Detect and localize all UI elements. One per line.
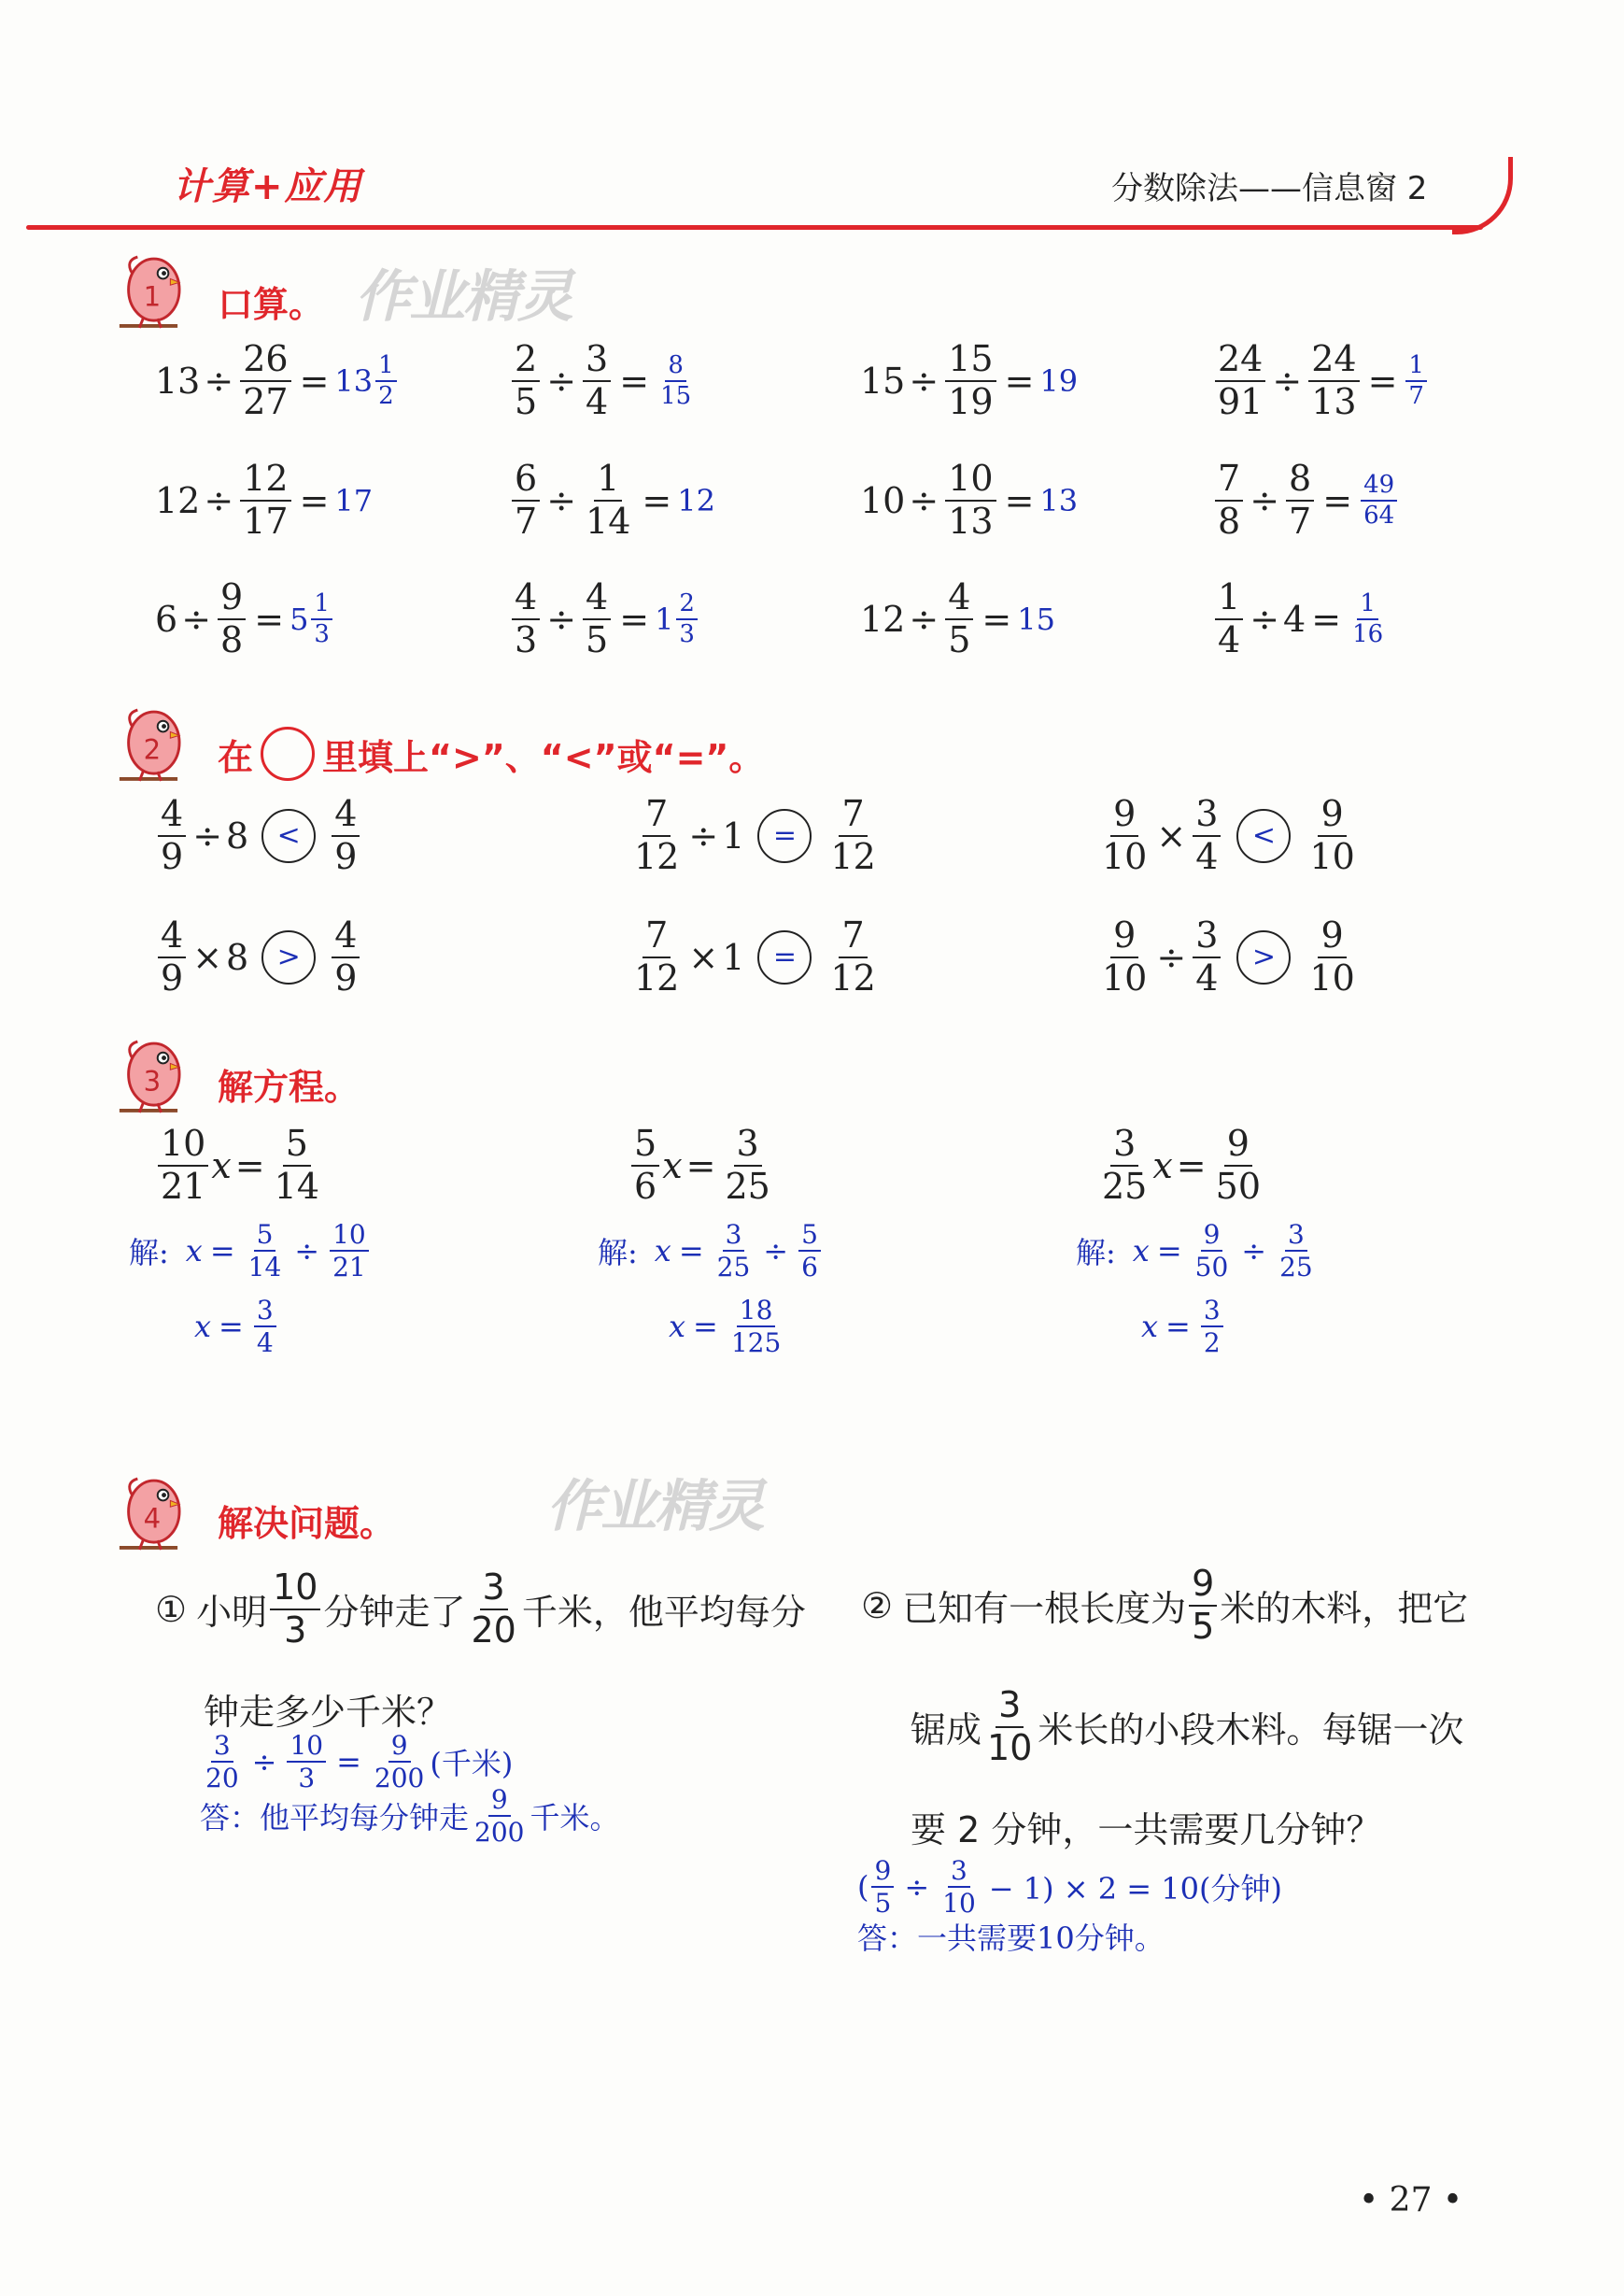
- oral-item: 12 ÷ $\frac{12}{17}$ = 17: [155, 458, 374, 542]
- numerator: 7: [643, 917, 671, 958]
- fraction: [246, 1221, 285, 1282]
- svg-text:4: 4: [143, 1502, 162, 1535]
- compare-sign-circle: <: [1236, 809, 1291, 863]
- fraction: [1193, 1221, 1232, 1282]
- fraction: [330, 1221, 369, 1282]
- answer: 13 $\frac{1}{2}$: [334, 353, 399, 410]
- numerator: 9: [1318, 917, 1346, 958]
- section-4-icon: [116, 1474, 181, 1558]
- numerator: 7: [839, 917, 867, 958]
- denominator: 6: [634, 1165, 657, 1207]
- fraction: [945, 338, 996, 422]
- header-rule: [26, 225, 1483, 230]
- answer: [1403, 350, 1430, 410]
- numerator: 10: [158, 1126, 208, 1167]
- denominator: 2: [378, 381, 394, 410]
- header-rule-curve: [1452, 157, 1513, 234]
- denominator: 5: [948, 618, 971, 660]
- fraction: [1099, 793, 1150, 877]
- fraction: [332, 914, 360, 999]
- fraction: [583, 338, 611, 422]
- numerator: 3: [1110, 1126, 1138, 1167]
- fraction: [798, 1221, 821, 1282]
- fraction: [945, 458, 996, 542]
- fraction: [583, 458, 633, 542]
- numerator: 2: [512, 341, 540, 382]
- fraction: [1306, 793, 1357, 877]
- compare-item: $\frac{9}{10}$ × $\frac{3}{4}$ < $\frac{9}{10}$: [1096, 796, 1361, 876]
- denominator: 4: [1218, 618, 1241, 660]
- fraction: [311, 588, 332, 648]
- fraction: [1099, 914, 1150, 999]
- numerator: 3: [723, 1221, 745, 1252]
- fraction: [1193, 793, 1221, 877]
- oral-item: $\frac{1}{4}$ ÷ 4 = $\frac{1}{16}$: [1212, 579, 1389, 659]
- denominator: 12: [634, 835, 680, 877]
- problem-2-answer: 答：一共需要10分钟。: [857, 1920, 1165, 1956]
- oral-item: $\frac{2}{5}$ ÷ $\frac{3}{4}$ = $\frac{8}{15}$: [509, 341, 697, 421]
- equation-solution-step-2: x = $\frac{3}{4}$: [194, 1297, 279, 1357]
- section-2-title: 在 里填上“>”、“<”或“=”。: [218, 727, 764, 781]
- denominator: 7: [1289, 500, 1312, 542]
- watermark: 作业精灵: [546, 1474, 763, 1539]
- problem-1-answer: 答：他平均每分钟走 $\frac{9}{200}$ 千米。: [200, 1784, 620, 1849]
- denominator: 8: [220, 618, 244, 660]
- denominator: 14: [274, 1165, 319, 1207]
- denominator: 4: [586, 380, 609, 422]
- denominator: 5: [586, 618, 609, 660]
- fraction: [631, 793, 682, 877]
- problem-1-line-1: ① 小明 $\frac{10}{3}$ 分钟走了 $\frac{3}{20}$ 千米，他平均每分: [155, 1566, 806, 1651]
- denominator: 3: [314, 619, 330, 648]
- denominator: 8: [1218, 500, 1241, 542]
- compare-sign-circle: >: [1236, 930, 1291, 985]
- circle-blank-icon: [261, 727, 315, 781]
- numerator: 9: [1224, 1126, 1252, 1167]
- numerator: 4: [332, 917, 360, 958]
- compare-sign-circle: >: [261, 930, 316, 985]
- compare-item: $\frac{4}{9}$ × 8 > $\frac{4}{9}$: [155, 917, 362, 998]
- numerator: 4: [158, 917, 186, 958]
- header-title: 计算+应用: [173, 165, 363, 208]
- denominator: 19: [948, 380, 994, 422]
- numerator: 5: [283, 1126, 311, 1167]
- denominator: 125: [730, 1327, 782, 1359]
- compare-item: $\frac{7}{12}$ × 1 = $\frac{7}{12}$: [628, 917, 882, 998]
- answer: [1347, 588, 1389, 648]
- numerator: 4: [583, 579, 611, 620]
- equation: $\frac{10}{21}$ x = $\frac{5}{14}$: [155, 1126, 325, 1206]
- equation-solution-step-1: 解: x = $\frac{9}{50}$ ÷ $\frac{3}{25}$: [1076, 1221, 1319, 1282]
- answer: [1358, 470, 1400, 530]
- denominator: 10: [1309, 835, 1355, 877]
- answer: 1 $\frac{2}{3}$: [655, 591, 700, 648]
- denominator: 14: [586, 500, 631, 542]
- denominator: 7: [1408, 381, 1424, 410]
- section-2-icon: [116, 705, 181, 789]
- numerator: 12: [240, 461, 290, 502]
- denominator: 21: [332, 1252, 366, 1283]
- numerator: 5: [631, 1126, 659, 1167]
- watermark: 作业精灵: [355, 264, 572, 330]
- fraction: [254, 1297, 276, 1357]
- numerator: 7: [643, 796, 671, 837]
- numerator: 3: [734, 1126, 762, 1167]
- denominator: 10: [1309, 957, 1355, 999]
- answer: 12: [677, 482, 715, 518]
- numerator: 8: [665, 353, 686, 382]
- oral-item: 15 ÷ $\frac{15}{19}$ = 19: [860, 338, 1079, 422]
- fraction: [631, 1123, 659, 1207]
- fraction: [583, 576, 611, 660]
- numerator: 26: [240, 341, 290, 382]
- fraction: [158, 914, 186, 999]
- answer: 15: [1017, 601, 1055, 637]
- numerator: 5: [254, 1221, 276, 1252]
- fraction: [676, 588, 698, 648]
- oral-item: $\frac{6}{7}$ ÷ $\frac{1}{14}$ = 12: [509, 461, 715, 541]
- denominator: 12: [830, 957, 876, 999]
- numerator: 10: [330, 1221, 369, 1252]
- fraction: [1277, 1221, 1316, 1282]
- problem-2-solution: ( $\frac{9}{5}$ ÷ $\frac{3}{10}$ − 1) × 2 = 10(分钟): [857, 1855, 1282, 1920]
- fraction: [714, 1221, 754, 1282]
- numerator: 10: [945, 461, 996, 502]
- equation-solution-step-2: x = $\frac{18}{125}$: [669, 1297, 786, 1357]
- equation-solution-step-2: x = $\frac{3}{2}$: [1141, 1297, 1226, 1357]
- fraction: [657, 350, 694, 410]
- numerator: 9: [1318, 796, 1346, 837]
- fraction: [158, 793, 186, 877]
- fraction: [728, 1297, 784, 1357]
- denominator: 10: [1102, 957, 1148, 999]
- numerator: 7: [839, 796, 867, 837]
- numerator: 1: [1405, 353, 1427, 382]
- numerator: 3: [1285, 1221, 1307, 1252]
- denominator: 25: [725, 1165, 770, 1207]
- numerator: 15: [945, 341, 996, 382]
- denominator: 25: [1102, 1165, 1148, 1207]
- answer: 19: [1039, 362, 1079, 399]
- problem-2-line-2: 锯成 $\frac{3}{10}$ 米长的小段木料。每锯一次: [911, 1684, 1464, 1768]
- compare-sign-circle: <: [261, 809, 316, 863]
- denominator: 4: [256, 1327, 274, 1359]
- fraction: [240, 338, 290, 422]
- oral-item: 10 ÷ $\frac{10}{13}$ = 13: [860, 458, 1079, 542]
- section-1-icon: [116, 252, 181, 336]
- denominator: 3: [679, 619, 695, 648]
- numerator: 4: [945, 579, 973, 620]
- section-3-icon: [116, 1037, 181, 1121]
- numerator: 1: [1357, 591, 1378, 620]
- fraction: $\frac{10}{3}$: [270, 1569, 320, 1650]
- numerator: 24: [1308, 341, 1359, 382]
- numerator: 5: [798, 1221, 821, 1252]
- numerator: 3: [254, 1297, 276, 1327]
- denominator: 21: [161, 1165, 206, 1207]
- numerator: 1: [1215, 579, 1243, 620]
- denominator: 64: [1363, 501, 1395, 530]
- svg-text:2: 2: [143, 733, 162, 766]
- denominator: 12: [830, 835, 876, 877]
- numerator: 6: [512, 461, 540, 502]
- answer: 17: [334, 482, 374, 518]
- compare-item: $\frac{7}{12}$ ÷ 1 = $\frac{7}{12}$: [628, 796, 882, 876]
- fraction: [1306, 914, 1357, 999]
- numerator: 18: [737, 1297, 776, 1327]
- fraction: [272, 1123, 322, 1207]
- denominator: 25: [716, 1252, 751, 1283]
- page-number: • 27 •: [1359, 2181, 1463, 2219]
- header-subtitle: 分数除法——信息窗 2: [1111, 170, 1428, 207]
- denominator: 4: [1195, 957, 1219, 999]
- denominator: 14: [247, 1252, 282, 1283]
- numerator: 1: [594, 461, 622, 502]
- fraction: [1193, 914, 1221, 999]
- fraction: [827, 793, 878, 877]
- fraction: [1215, 576, 1243, 660]
- denominator: 5: [515, 380, 538, 422]
- section-number: 1: [143, 280, 162, 313]
- equation: $\frac{5}{6}$ x = $\frac{3}{25}$: [628, 1126, 776, 1206]
- section-3-title: 解方程。: [218, 1067, 360, 1108]
- fraction: [631, 914, 682, 999]
- fraction: [1361, 470, 1397, 530]
- denominator: 16: [1352, 619, 1384, 648]
- numerator: 3: [1193, 796, 1221, 837]
- numerator: 9: [218, 579, 246, 620]
- oral-item: $\frac{7}{8}$ ÷ $\frac{8}{7}$ = $\frac{49}{64}$: [1212, 461, 1400, 541]
- denominator: 50: [1194, 1252, 1229, 1283]
- denominator: 9: [334, 957, 358, 999]
- fraction: [1215, 338, 1265, 422]
- answer: 13: [1039, 482, 1079, 518]
- fraction: [240, 458, 290, 542]
- denominator: 2: [1203, 1327, 1221, 1359]
- denominator: 27: [243, 380, 289, 422]
- numerator: 2: [676, 591, 698, 620]
- fraction: [512, 576, 540, 660]
- numerator: 4: [332, 796, 360, 837]
- equation-solution-step-1: 解: x = $\frac{5}{14}$ ÷ $\frac{10}{21}$: [129, 1221, 372, 1282]
- denominator: 25: [1279, 1252, 1313, 1283]
- numerator: 4: [512, 579, 540, 620]
- fraction: [1286, 458, 1314, 542]
- numerator: 9: [1110, 917, 1138, 958]
- fraction: [1213, 1123, 1264, 1207]
- fraction: [218, 576, 246, 660]
- numerator: 3: [1193, 917, 1221, 958]
- svg-text:3: 3: [143, 1065, 162, 1098]
- fraction: [827, 914, 878, 999]
- oral-item: $\frac{24}{91}$ ÷ $\frac{24}{13}$ = $\frac{1}{7}$: [1212, 341, 1430, 421]
- denominator: 6: [801, 1252, 818, 1283]
- denominator: 15: [660, 381, 692, 410]
- fraction: $\frac{3}{20}$: [471, 1566, 516, 1651]
- fraction: [1349, 588, 1386, 648]
- compare-sign-circle: =: [757, 930, 812, 985]
- fraction: [512, 458, 540, 542]
- fraction: [1099, 1123, 1150, 1207]
- numerator: 7: [1215, 461, 1243, 502]
- answer: [655, 350, 697, 410]
- oral-item: 12 ÷ $\frac{4}{5}$ = 15: [860, 576, 1055, 660]
- denominator: 50: [1215, 1165, 1261, 1207]
- fraction: [1405, 350, 1427, 410]
- denominator: 9: [334, 835, 358, 877]
- fraction: [332, 793, 360, 877]
- fraction: [512, 338, 540, 422]
- denominator: 9: [161, 957, 184, 999]
- fraction: [1308, 338, 1359, 422]
- denominator: 12: [634, 957, 680, 999]
- fraction: [722, 1123, 772, 1207]
- denominator: 10: [1102, 835, 1148, 877]
- denominator: 13: [948, 500, 994, 542]
- numerator: 24: [1215, 341, 1265, 382]
- numerator: 3: [583, 341, 611, 382]
- fraction: [158, 1123, 208, 1207]
- numerator: 8: [1286, 461, 1314, 502]
- compare-item: $\frac{9}{10}$ ÷ $\frac{3}{4}$ > $\frac{9}{10}$: [1096, 917, 1361, 998]
- oral-item: 6 ÷ $\frac{9}{8}$ = 5 $\frac{1}{3}$: [155, 579, 335, 659]
- denominator: 91: [1218, 380, 1264, 422]
- numerator: 3: [1201, 1297, 1223, 1327]
- equation-solution-step-1: 解: x = $\frac{3}{25}$ ÷ $\frac{5}{6}$: [598, 1221, 824, 1282]
- numerator: 1: [375, 353, 397, 382]
- denominator: 9: [161, 835, 184, 877]
- problem-1-line-2: 钟走多少千米？: [204, 1692, 453, 1733]
- compare-sign-circle: =: [757, 809, 812, 863]
- denominator: 13: [1311, 380, 1357, 422]
- oral-item: 13 ÷ $\frac{26}{27}$ = 13 $\frac{1}{2}$: [155, 341, 400, 421]
- denominator: 17: [243, 500, 289, 542]
- denominator: 3: [515, 618, 538, 660]
- fraction: [1215, 458, 1243, 542]
- numerator: 1: [311, 591, 332, 620]
- section-1-title: 口算。: [218, 284, 325, 325]
- denominator: 7: [515, 500, 538, 542]
- fraction: [1201, 1297, 1223, 1357]
- answer: 5 $\frac{1}{3}$: [289, 591, 335, 648]
- numerator: 4: [158, 796, 186, 837]
- problem-2-line-3: 要 2 分钟，一共需要几分钟？: [911, 1809, 1382, 1850]
- numerator: 9: [1110, 796, 1138, 837]
- numerator: 49: [1361, 473, 1397, 502]
- section-4-title: 解决问题。: [218, 1503, 396, 1544]
- compare-item: $\frac{4}{9}$ ÷ 8 < $\frac{4}{9}$: [155, 796, 362, 876]
- fraction: [375, 350, 397, 410]
- problem-1-solution: $\frac{3}{20}$ ÷ $\frac{10}{3}$ = $\frac{9}{200}$ (千米): [205, 1730, 514, 1794]
- numerator: 9: [1201, 1221, 1223, 1252]
- problem-2-line-1: ② 已知有一根长度为 $\frac{9}{5}$ 米的木料，把它: [861, 1563, 1469, 1647]
- oral-item: $\frac{4}{3}$ ÷ $\frac{4}{5}$ = 1 $\frac{2}{3}$: [509, 579, 700, 659]
- denominator: 4: [1195, 835, 1219, 877]
- fraction: [945, 576, 973, 660]
- equation: $\frac{3}{25}$ x = $\frac{9}{50}$: [1096, 1126, 1266, 1206]
